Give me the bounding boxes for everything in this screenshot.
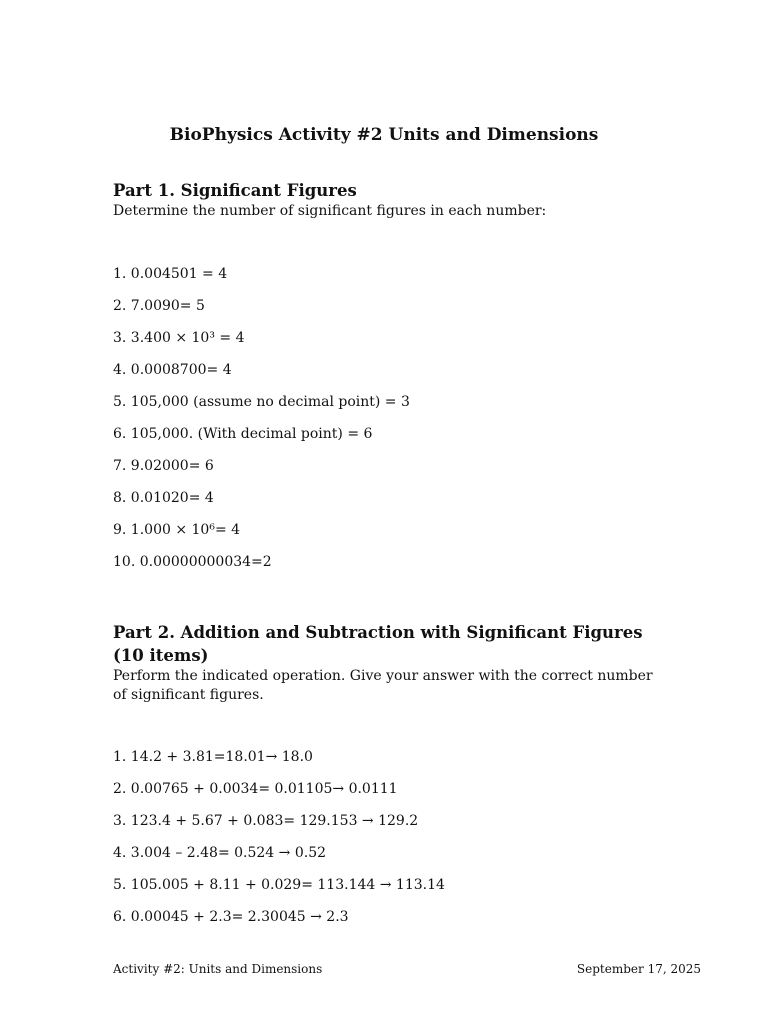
part1-item: 6. 105,000. (With decimal point) = 6 — [113, 425, 373, 442]
part1-section — [113, 179, 658, 585]
part2-heading: Part 2. Addition and Subtraction with Significant Figures (10 items) — [113, 623, 643, 665]
part1-instructions: Determine the number of significant figures in each number: — [113, 203, 547, 219]
part1-item: 1. 0.004501 = 4 — [113, 265, 228, 282]
part1-item: 5. 105,000 (assume no decimal point) = 3 — [113, 393, 410, 410]
part2-item: 5. 105.005 + 8.11 + 0.029= 113.144 → 113.14 — [113, 877, 445, 893]
part1-item: 2. 7.0090= 5 — [113, 297, 205, 314]
part1-item-list — [113, 265, 658, 585]
part2-instructions: Perform the indicated operation. Give your answer with the correct number of significant figures. — [113, 668, 653, 703]
part2-item-list — [113, 748, 658, 940]
part2-item: 2. 0.00765 + 0.0034= 0.01105→ 0.0111 — [113, 781, 398, 797]
part2-item: 1. 14.2 + 3.81=18.01→ 18.0 — [113, 749, 313, 765]
footer-date: September 17, 2025 — [576, 962, 701, 976]
part1-item: 8. 0.01020= 4 — [113, 489, 214, 506]
part2-section — [113, 621, 658, 940]
footer-document-label: Activity #2: Units and Dimensions — [113, 962, 323, 976]
part1-item: 4. 0.0008700= 4 — [113, 361, 232, 378]
part1-heading: Part 1. Significant Figures — [113, 181, 357, 200]
part1-item: 3. 3.400 × 10³ = 4 — [113, 329, 245, 346]
part1-item: 9. 1.000 × 10⁶= 4 — [113, 521, 241, 538]
part2-item: 3. 123.4 + 5.67 + 0.083= 129.153 → 129.2 — [113, 813, 419, 829]
document-title: BioPhysics Activity #2 Units and Dimensions — [169, 125, 599, 145]
part2-item: 6. 0.00045 + 2.3= 2.30045 → 2.3 — [113, 909, 349, 925]
part1-item: 7. 9.02000= 6 — [113, 457, 214, 474]
part1-item: 10. 0.00000000034=2 — [113, 553, 272, 570]
part2-item: 4. 3.004 – 2.48= 0.524 → 0.52 — [113, 845, 327, 861]
